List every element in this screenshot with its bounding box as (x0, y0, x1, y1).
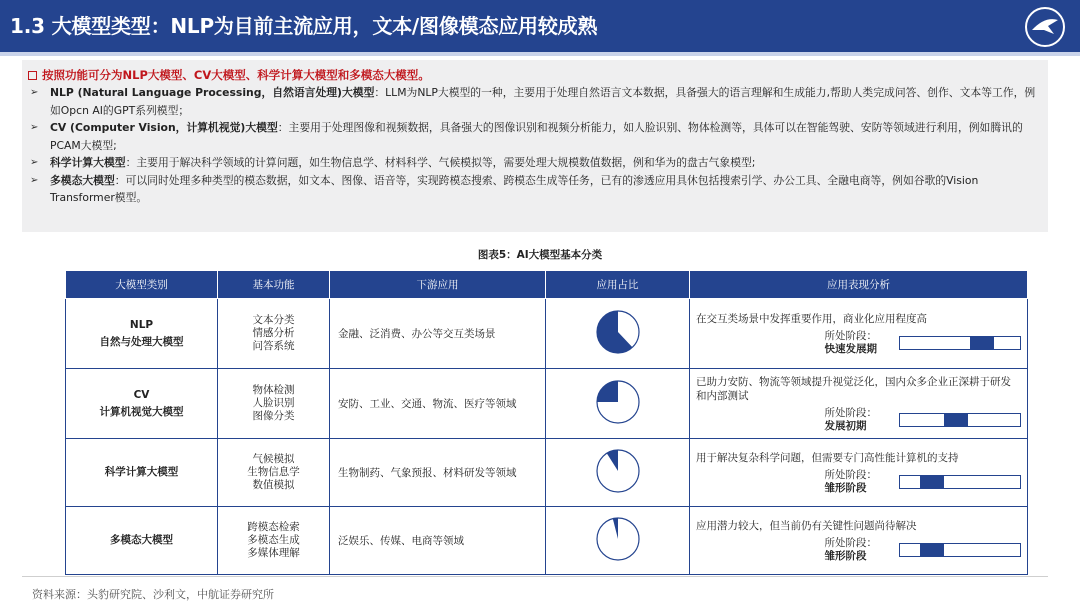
bullet-multimodal (28, 172, 1038, 207)
square-bullet-icon (28, 71, 37, 80)
stage-caption: 所处阶段： (824, 406, 877, 419)
function-cell (218, 439, 330, 507)
function-item: 问答系统 (252, 340, 295, 352)
function-item: 情感分析 (252, 327, 295, 339)
function-item: 人脸识别 (252, 397, 295, 409)
stage-progress-bar (899, 413, 1021, 427)
pie-slice (597, 381, 618, 402)
function-item: 跨模态检索 (247, 521, 300, 533)
function-item: 生物信息学 (247, 466, 300, 478)
stage-label (825, 537, 878, 563)
bullet-text: ：可以同时处理多种类型的模态数据，如文本、图像、语音等，实现跨模态搜索、跨模态生成等任务，已有的渗透应用具休包括搜索引学、办公工具、全融电商等，例如谷歌的Vision Transformer模型。 (50, 173, 979, 204)
page-title: 1.3 大模型类型：NLP为目前主流应用，文本/图像模态应用较成熟 (10, 14, 598, 38)
stage-value: 雏形阶段 (824, 481, 867, 494)
stage-caption: 所处阶段： (824, 536, 877, 549)
stage-caption: 所处阶段： (824, 329, 877, 342)
share-pie-chart (594, 378, 642, 426)
category-line: CV (133, 388, 150, 401)
function-item: 多模态生成 (247, 534, 300, 546)
intro-heading-text: 按照功能可分为NLP大模型、CV大模型、科学计算大模型和多模态大模型。 (42, 68, 430, 82)
stage-block (696, 469, 1021, 495)
share-pie-chart (594, 447, 642, 495)
category-cell (66, 439, 218, 507)
table-row (66, 369, 1028, 439)
function-cell (218, 369, 330, 439)
function-item: 气候模拟 (252, 453, 295, 465)
header-function: 基本功能 (218, 271, 330, 299)
classification-table (65, 270, 1028, 575)
category-cell (66, 507, 218, 575)
bullet-nlp (28, 84, 1038, 119)
bullet-term: 科学计算大模型 (50, 156, 126, 169)
analysis-cell (690, 507, 1028, 575)
analysis-text: 应用潜力较大，但当前仍有关键性问题尚待解决 (696, 519, 917, 532)
stage-progress-fill (970, 337, 994, 349)
stage-value: 雏形阶段 (824, 549, 867, 562)
arrow-bullet-icon: ➢ (30, 157, 39, 168)
analysis-text: 在交互类场景中发挥重要作用，商业化应用程度高 (696, 312, 927, 325)
analysis-text: 已助力安防、物流等领域提升视觉泛化，国内众多企业正深耕于研发和内部测试 (696, 375, 1011, 402)
source-note: 资料来源：头豹研究院、沙利文，中航证券研究所 (32, 588, 274, 601)
downstream-cell: 安防、工业、交通、物流、医疗等领域 (330, 369, 546, 439)
header-analysis: 应用表现分析 (690, 271, 1028, 299)
category-line: 多模态大模型 (110, 534, 173, 546)
bullet-text: ：主要用于解决科学领域的计算问题，如生物信息学、材料科学、气候模拟等，需要处理大规模数值数据，例和华为的盘古气象模型; (125, 156, 756, 169)
intro-box (22, 60, 1048, 232)
stage-label (825, 330, 878, 356)
table-row (66, 507, 1028, 575)
category-cell (66, 369, 218, 439)
function-cell (218, 507, 330, 575)
share-cell (546, 369, 690, 439)
share-pie-chart (594, 515, 642, 563)
header-bar (0, 0, 1080, 52)
category-line: 科学计算大模型 (104, 466, 179, 478)
bullet-term: NLP (Natural Language Processing，自然语言处理)大模型 (50, 86, 375, 99)
stage-value: 快速发展期 (824, 342, 877, 355)
table-header-row (66, 271, 1028, 299)
stage-progress-bar (899, 336, 1021, 350)
stage-progress-fill (920, 544, 944, 556)
stage-value: 发展初期 (824, 419, 867, 432)
stage-progress-bar (899, 475, 1021, 489)
bullet-science (28, 154, 1038, 172)
share-cell (546, 439, 690, 507)
analysis-cell (690, 369, 1028, 439)
avic-logo-icon (1024, 6, 1066, 48)
stage-label (825, 469, 878, 495)
function-item: 文本分类 (252, 314, 295, 326)
category-line: 计算机视觉大模型 (99, 405, 184, 418)
analysis-cell (690, 439, 1028, 507)
bullet-text: ：LLM为NLP大模型的一种，主要用于处理自然语言文本数据，具备强大的语言理解和生成能力,帮助人类完成问答、创作、文本等工作，例如Opcn AI的GPT系列模型； (50, 86, 1036, 117)
header-category: 大模型类别 (66, 271, 218, 299)
stage-block (696, 537, 1021, 563)
function-cell (218, 299, 330, 369)
function-item: 图像分类 (252, 410, 295, 422)
stage-progress-fill (920, 476, 944, 488)
stage-progress-fill (944, 414, 968, 426)
header-share: 应用占比 (546, 271, 690, 299)
table-row (66, 439, 1028, 507)
function-item: 多媒体理解 (247, 547, 300, 559)
downstream-cell: 金融、泛消费、办公等交互类场景 (330, 299, 546, 369)
function-item: 物体检测 (252, 384, 295, 396)
figure-title: 图表5：AI大模型基本分类 (477, 249, 603, 261)
stage-block (696, 407, 1021, 433)
intro-heading (28, 66, 1038, 84)
stage-block (696, 330, 1021, 356)
arrow-bullet-icon: ➢ (30, 174, 39, 186)
category-line: 自然与处理大模型 (99, 335, 184, 348)
arrow-bullet-icon: ➢ (30, 87, 39, 98)
stage-progress-bar (899, 543, 1021, 557)
table-row (66, 299, 1028, 369)
share-cell (546, 507, 690, 575)
downstream-cell: 生物制药、气象预报、材料研发等领域 (330, 439, 546, 507)
bullet-term: CV (Computer Vision，计算机视觉)大模型 (50, 121, 278, 134)
arrow-bullet-icon: ➢ (30, 122, 39, 133)
bullet-term: 多模态大模型 (50, 173, 115, 187)
header-downstream: 下游应用 (330, 271, 546, 299)
stage-label (825, 407, 878, 433)
share-pie-chart (594, 308, 642, 356)
footer-divider (22, 576, 1048, 577)
function-item: 数值模拟 (252, 479, 295, 491)
bullet-text: ：主要用于处理图像和视频数据，具备强大的图像识别和视频分析能力，如人脸识别、物体检测等，具体可以在智能驾驶、安防等领域进行利用，例如腾讯的PCAM大模型; (50, 121, 1023, 152)
header-underline (0, 52, 1080, 56)
analysis-cell (690, 299, 1028, 369)
stage-caption: 所处阶段： (824, 468, 877, 481)
category-cell (66, 299, 218, 369)
share-cell (546, 299, 690, 369)
downstream-cell: 泛娱乐、传媒、电商等领域 (330, 507, 546, 575)
analysis-text: 用于解决复杂科学问题，但需要专门高性能计算机的支持 (696, 451, 959, 464)
category-line: NLP (129, 318, 154, 331)
bullet-cv (28, 119, 1038, 154)
